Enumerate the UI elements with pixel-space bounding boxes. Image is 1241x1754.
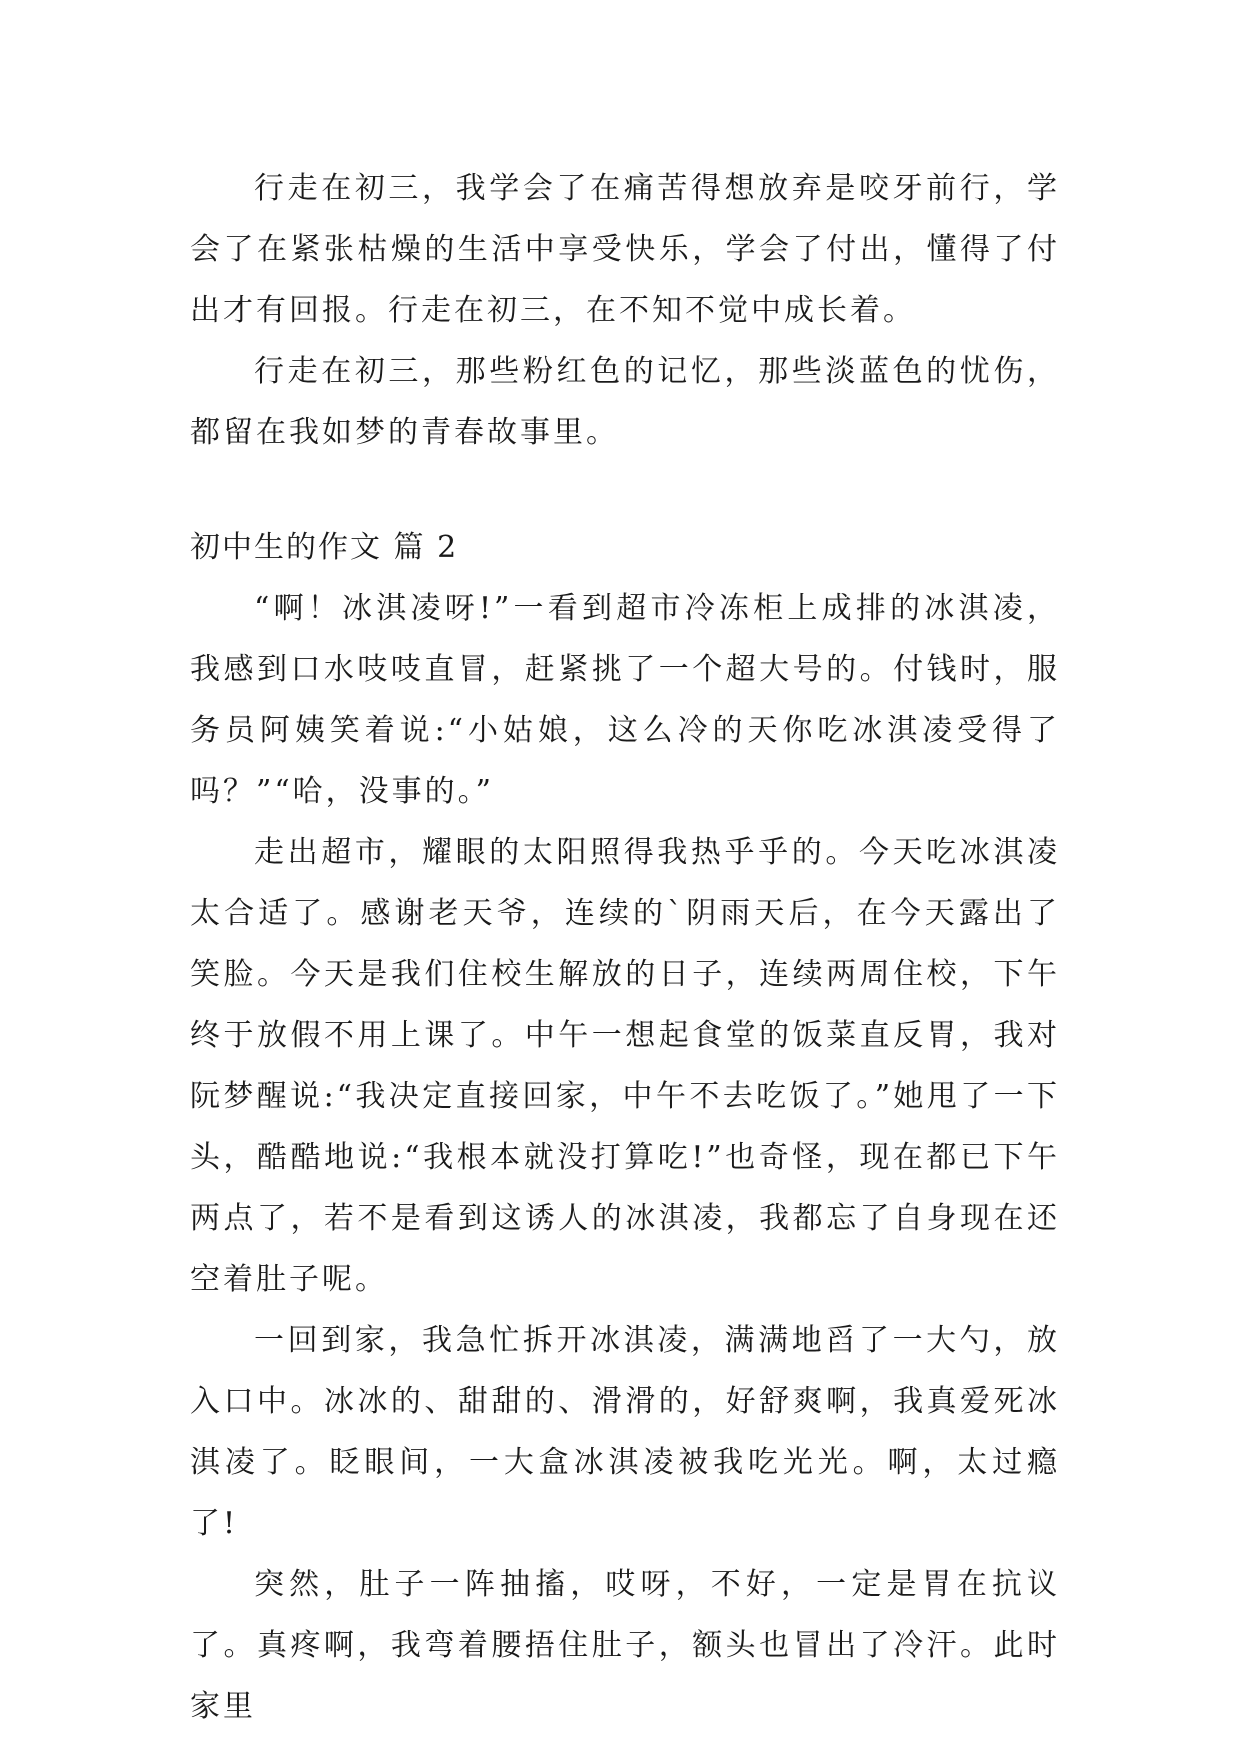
- paragraph: 行走在初三，那些粉红色的记忆，那些淡蓝色的忧伤，都留在我如梦的青春故事里。: [190, 354, 1060, 450]
- section-title: 初中生的作文 篇 2: [190, 530, 459, 565]
- document-body: [190, 158, 1060, 1737]
- paragraph: 突然，肚子一阵抽搐，哎呀，不好，一定是胃在抗议了。真疼啊，我弯着腰捂住肚子，额头也冒出了冷汗。此时家里: [190, 1567, 1060, 1724]
- paragraph: “啊！冰淇凌呀!”一看到超市冷冻柜上成排的冰淇凌，我感到口水吱吱直冒，赶紧挑了一个超大号的。付钱时，服务员阿姨笑着说:“小姑娘，这么冷的天你吃冰淇凌受得了吗？”“哈，没事的。”: [190, 591, 1060, 809]
- paragraph: 走出超市，耀眼的太阳照得我热乎乎的。今天吃冰淇凌太合适了。感谢老天爷，连续的`阴雨天后，在今天露出了笑脸。今天是我们住校生解放的日子，连续两周住校，下午终于放假不用上课了。中午一想起食堂的饭菜直反胃，我对阮梦醒说:“我决定直接回家，中午不去吃饭了。”她甩了一下头，酷酷地说:“我根本就没打算吃!”也奇怪，现在都已下午两点了，若不是看到这诱人的冰淇凌，我都忘了自身现在还空着肚子呢。: [190, 835, 1060, 1297]
- paragraph: 行走在初三，我学会了在痛苦得想放弃是咬牙前行，学会了在紧张枯燥的生活中享受快乐，学会了付出，懂得了付出才有回报。行走在初三，在不知不觉中成长着。: [190, 171, 1060, 328]
- section-gap: [190, 463, 1060, 517]
- paragraph: 一回到家，我急忙拆开冰淇凌，满满地舀了一大勺，放入口中。冰冰的、甜甜的、滑滑的，好舒爽啊，我真爱死冰淇凌了。眨眼间，一大盒冰淇凌被我吃光光。啊，太过瘾了!: [190, 1323, 1060, 1541]
